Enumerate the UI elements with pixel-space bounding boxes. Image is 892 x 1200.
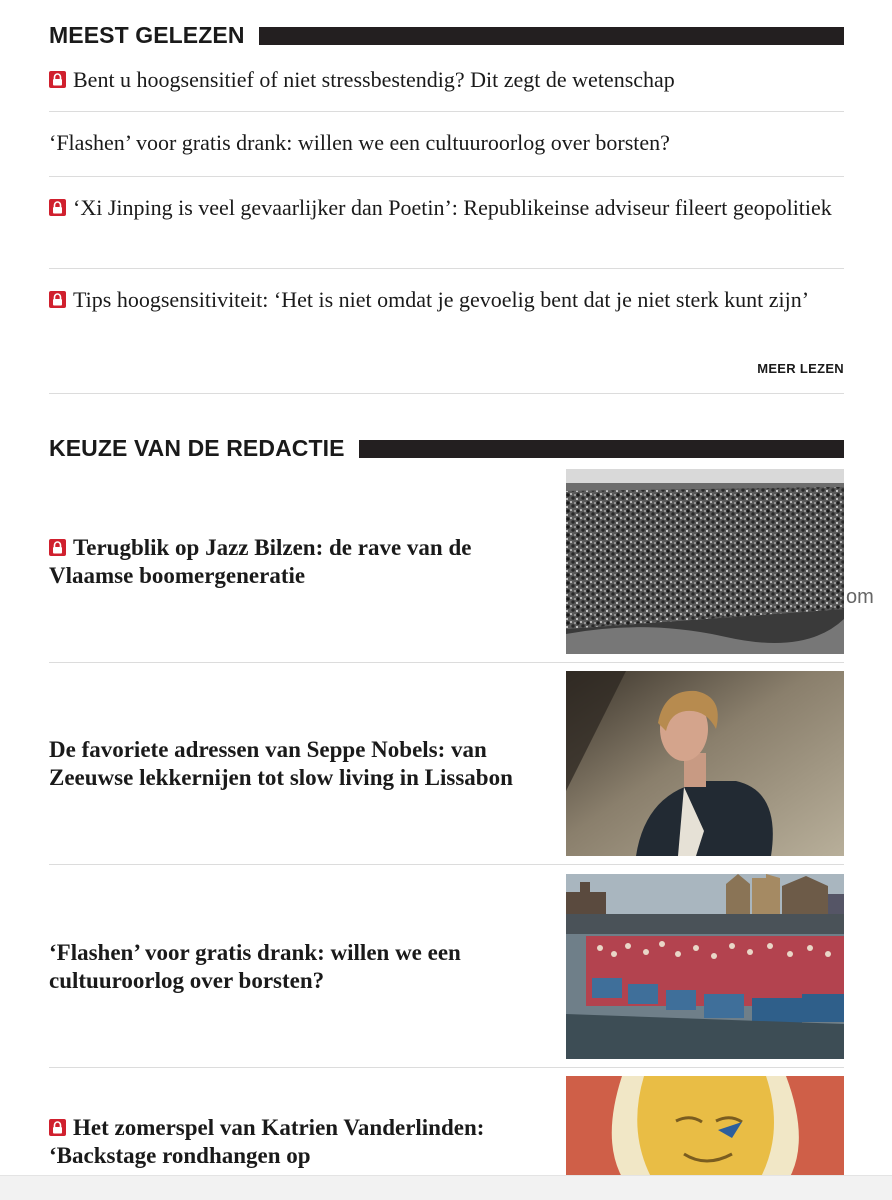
article-headline[interactable] [49, 736, 519, 792]
headline-link[interactable]: ‘Flashen’ voor gratis drank: willen we een cultuuroorlog over borsten? [49, 130, 670, 155]
headline-link[interactable]: Bent u hoogsensitief of niet stressbestendig? Dit zegt de wetenschap [73, 67, 675, 92]
article-card[interactable] [49, 874, 844, 1059]
bottom-browser-bar [0, 1175, 892, 1200]
section-title-bar [259, 27, 844, 45]
section-title: KEUZE VAN DE REDACTIE [49, 435, 345, 461]
article-headline-text[interactable]: Terugblik op Jazz Bilzen: de rave van de Vlaamse boomergeneratie [49, 534, 472, 588]
article-headline-text[interactable]: ‘Flashen’ voor gratis drank: willen we een cultuuroorlog over borsten? [49, 939, 461, 993]
premium-lock-icon [49, 199, 66, 216]
divider [49, 864, 844, 865]
article-card[interactable] [49, 469, 844, 654]
list-item[interactable] [49, 112, 844, 177]
premium-lock-icon [49, 291, 66, 308]
premium-lock-icon [49, 1119, 66, 1136]
list-item[interactable] [49, 269, 844, 349]
section-header-keuze-van-de-redactie [49, 435, 844, 462]
premium-lock-icon [49, 71, 66, 88]
article-card[interactable] [49, 671, 844, 856]
article-headline[interactable] [49, 1114, 519, 1170]
article-headline[interactable] [49, 534, 519, 590]
read-more-link[interactable]: MEER LEZEN [757, 361, 844, 376]
divider [49, 393, 844, 394]
list-item[interactable] [49, 177, 844, 269]
overlay-text-fragment: om [846, 586, 874, 608]
premium-lock-icon [49, 539, 66, 556]
most-read-list [49, 57, 844, 349]
list-item[interactable] [49, 57, 844, 112]
festival-crowd-photo[interactable] [566, 469, 844, 654]
section-header-meest-gelezen [49, 22, 844, 49]
article-headline-text[interactable]: Het zomerspel van Katrien Vanderlinden: ‘Backstage rondhangen op [49, 1115, 485, 1168]
article-headline[interactable] [49, 939, 519, 995]
portrait-photo[interactable] [566, 671, 844, 856]
section-title-bar [359, 440, 844, 458]
divider [49, 662, 844, 663]
divider [49, 1067, 844, 1068]
headline-link[interactable]: ‘Xi Jinping is veel gevaarlijker dan Poetin’: Republikeinse adviseur fileert geopolitiek [73, 195, 832, 220]
headline-link[interactable]: Tips hoogsensitiviteit: ‘Het is niet omdat je gevoelig bent dat je niet sterk kunt zijn’ [73, 287, 810, 312]
canal-boat-party-photo[interactable] [566, 874, 844, 1059]
article-headline-text[interactable]: De favoriete adressen van Seppe Nobels: van Zeeuwse lekkernijen tot slow living in Lissabon [49, 736, 513, 790]
section-title: MEEST GELEZEN [49, 22, 245, 48]
